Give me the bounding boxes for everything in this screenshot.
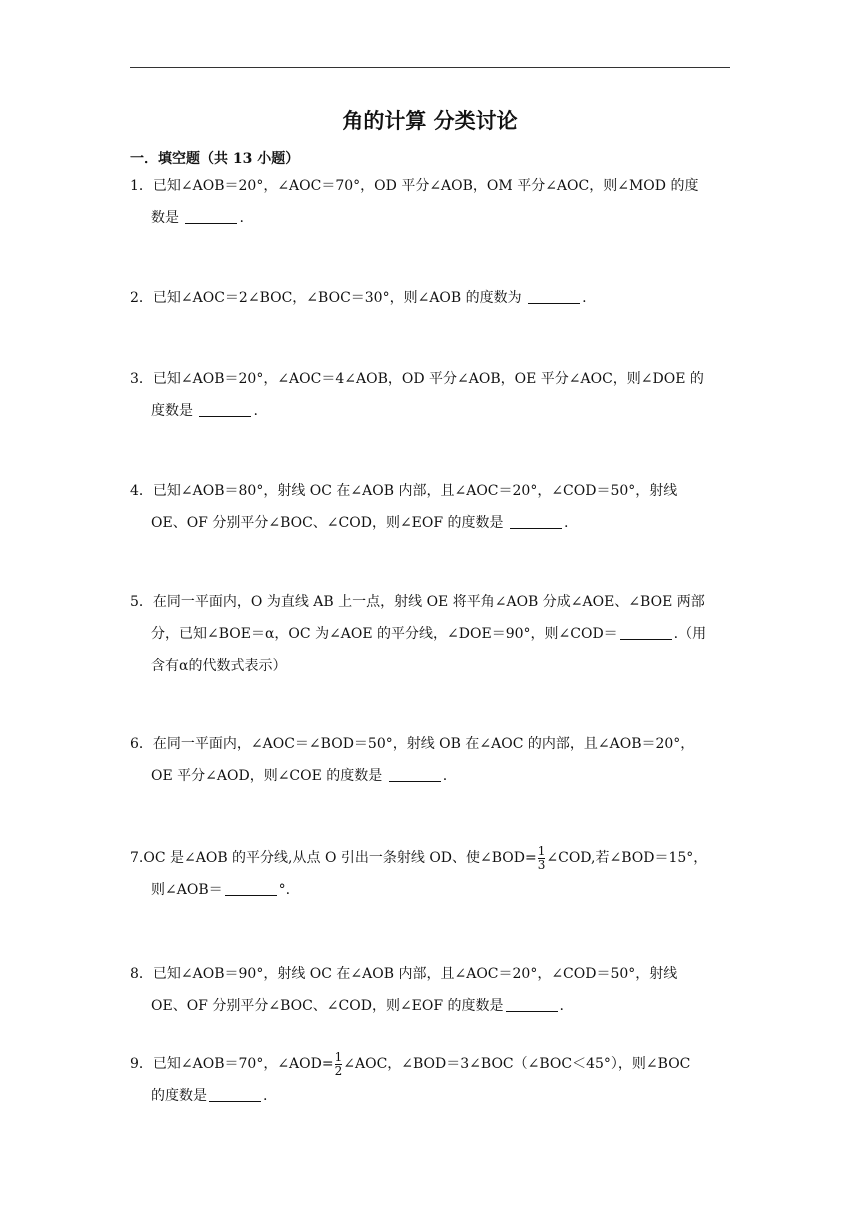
question-line: 含有α的代数式表示）	[151, 658, 287, 674]
question-text: 7.OC 是∠AOB 的平分线,从点 O 引出一条射线 OD、使∠BOD=	[130, 850, 537, 866]
question-text: ∠COD,若∠BOD＝15°，	[546, 850, 708, 866]
question-line: 的度数是 .	[151, 1088, 268, 1104]
page-title: 角的计算 分类讨论	[342, 108, 518, 133]
answer-blank	[225, 881, 277, 896]
section-heading: 一．填空题（共 13 小题）	[130, 151, 300, 167]
question-line: 则∠AOB＝ °.	[151, 882, 291, 898]
answer-blank	[506, 997, 558, 1012]
fraction-numerator: 1	[334, 1049, 343, 1064]
answer-blank	[510, 514, 562, 529]
answer-blank	[209, 1087, 261, 1102]
question-line: 6．在同一平面内，∠AOC＝∠BOD＝50°，射线 OB 在∠AOC 的内部，且∠AOB＝20°，	[130, 736, 695, 752]
question-5	[130, 586, 730, 682]
answer-blank	[185, 209, 237, 224]
answer-blank	[620, 625, 672, 640]
question-9	[130, 1048, 730, 1112]
question-line: 4．已知∠AOB＝80°，射线 OC 在∠AOB 内部，且∠AOC＝20°，∠COD＝50°，射线	[130, 483, 678, 499]
question-line: OE、OF 分别平分∠BOC、∠COD，则∠EOF 的度数是 .	[151, 515, 569, 531]
question-7	[130, 842, 730, 906]
fraction	[538, 845, 546, 872]
fraction-denominator: 3	[537, 857, 546, 872]
question-line: 分，已知∠BOE＝α，OC 为∠AOE 的平分线，∠DOE＝90°，则∠COD＝ .（用	[151, 626, 707, 642]
question-line: 1．已知∠AOB＝20°，∠AOC＝70°，OD 平分∠AOB，OM 平分∠AOC，则∠MOD 的度	[130, 178, 699, 194]
answer-blank	[389, 767, 441, 782]
question-line	[130, 1048, 730, 1080]
fraction	[335, 1051, 343, 1078]
question-line: 5．在同一平面内，O 为直线 AB 上一点，射线 OE 将平角∠AOB 分成∠AOE、∠BOE 两部	[130, 594, 705, 610]
question-8	[130, 958, 730, 1022]
question-1	[130, 170, 730, 234]
question-text: ∠AOC，∠BOD＝3∠BOC（∠BOC＜45°），则∠BOC	[343, 1056, 691, 1072]
question-line: OE 平分∠AOD，则∠COE 的度数是 .	[151, 768, 448, 784]
question-3	[130, 363, 730, 427]
question-2	[130, 282, 730, 314]
question-text: 9．已知∠AOB＝70°，∠AOD=	[130, 1056, 334, 1072]
question-line: 2．已知∠AOC＝2∠BOC，∠BOC＝30°，则∠AOB 的度数为 .	[130, 290, 587, 306]
question-line: 8．已知∠AOB＝90°，射线 OC 在∠AOB 内部，且∠AOC＝20°，∠COD＝50°，射线	[130, 966, 678, 982]
answer-blank	[199, 402, 251, 417]
question-6	[130, 728, 730, 792]
fraction-numerator: 1	[537, 843, 546, 858]
question-line: OE、OF 分别平分∠BOC、∠COD，则∠EOF 的度数是 .	[151, 998, 564, 1014]
answer-blank	[528, 289, 580, 304]
question-line: 数是 .	[151, 210, 244, 226]
header-rule	[130, 67, 730, 68]
question-line	[130, 842, 730, 874]
question-line: 度数是 .	[151, 403, 258, 419]
fraction-denominator: 2	[334, 1063, 343, 1078]
question-line: 3．已知∠AOB＝20°，∠AOC＝4∠AOB，OD 平分∠AOB，OE 平分∠AOC，则∠DOE 的	[130, 371, 704, 387]
question-4	[130, 475, 730, 539]
